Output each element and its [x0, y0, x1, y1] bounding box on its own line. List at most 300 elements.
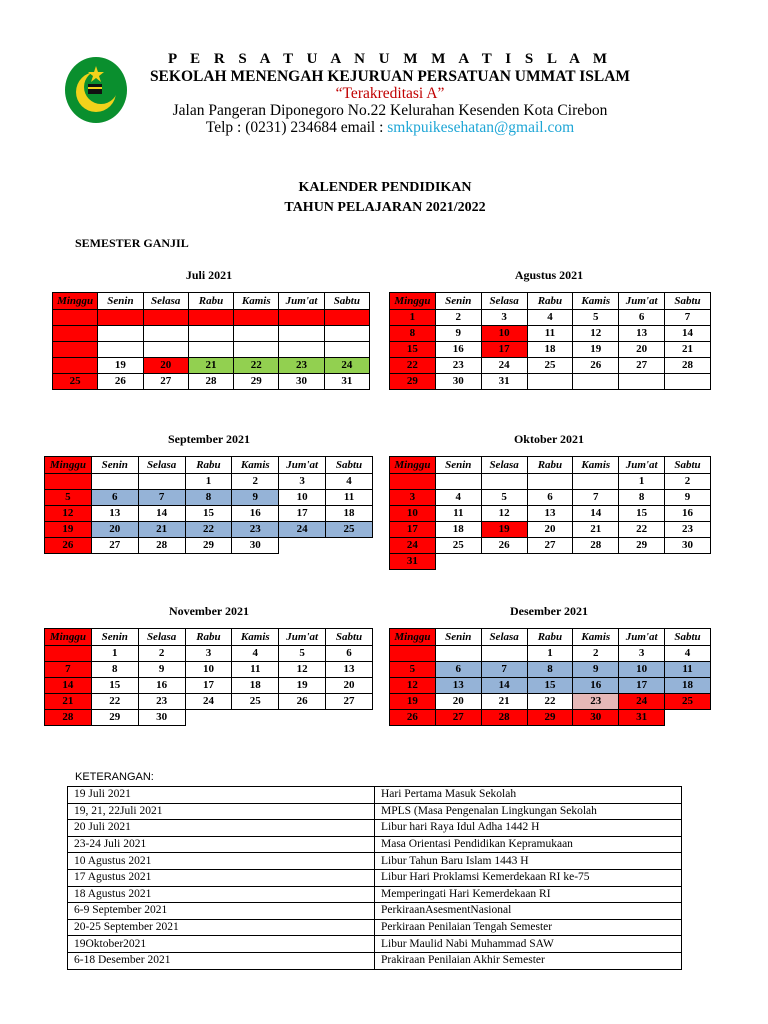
legend-date: 19Oktober2021	[68, 936, 375, 953]
legend-date: 19, 21, 22Juli 2021	[68, 803, 375, 820]
week-row	[45, 662, 373, 678]
day-cell	[435, 474, 481, 490]
day-cell: 24	[324, 358, 369, 374]
day-cell: 27	[91, 538, 138, 554]
weekday-header: Sabtu	[665, 293, 711, 310]
weekday-header-row	[53, 293, 370, 310]
day-cell: 6	[527, 490, 573, 506]
day-cell: 13	[91, 506, 138, 522]
day-cell: 21	[665, 342, 711, 358]
week-row	[390, 506, 711, 522]
week-row	[390, 310, 711, 326]
day-cell: 21	[45, 694, 92, 710]
legend-description: Libur Hari Proklamsi Kemerdekaan RI ke-75	[375, 869, 682, 886]
weekday-header: Minggu	[390, 629, 436, 646]
day-cell	[98, 310, 143, 326]
day-cell: 20	[326, 678, 373, 694]
day-cell: 5	[481, 490, 527, 506]
day-cell	[91, 474, 138, 490]
week-row	[45, 646, 373, 662]
weekday-header: Rabu	[185, 629, 232, 646]
day-cell: 29	[619, 538, 665, 554]
day-cell	[435, 554, 481, 570]
day-cell: 21	[188, 358, 233, 374]
day-cell: 24	[390, 538, 436, 554]
day-cell: 9	[232, 490, 279, 506]
legend-row	[68, 886, 682, 903]
week-row	[390, 374, 711, 390]
day-cell: 19	[573, 342, 619, 358]
day-cell: 29	[390, 374, 436, 390]
week-row	[390, 342, 711, 358]
day-cell: 26	[279, 694, 326, 710]
day-cell: 23	[573, 694, 619, 710]
day-cell: 30	[573, 710, 619, 726]
day-cell	[573, 374, 619, 390]
day-cell: 11	[326, 490, 373, 506]
day-cell: 9	[665, 490, 711, 506]
day-cell	[326, 710, 373, 726]
day-cell: 9	[435, 326, 481, 342]
day-cell: 20	[91, 522, 138, 538]
legend-date: 20 Juli 2021	[68, 820, 375, 837]
weekday-header: Selasa	[138, 457, 185, 474]
weekday-header: Kamis	[234, 293, 279, 310]
day-cell: 10	[390, 506, 436, 522]
legend-date: 17 Agustus 2021	[68, 869, 375, 886]
day-cell: 30	[138, 710, 185, 726]
weekday-header: Senin	[91, 457, 138, 474]
legend-date: 18 Agustus 2021	[68, 886, 375, 903]
day-cell: 10	[619, 662, 665, 678]
day-cell	[665, 710, 711, 726]
day-cell: 23	[138, 694, 185, 710]
legend-row	[68, 869, 682, 886]
day-cell: 4	[232, 646, 279, 662]
day-cell: 16	[435, 342, 481, 358]
day-cell: 2	[665, 474, 711, 490]
day-cell: 5	[279, 646, 326, 662]
day-cell	[279, 342, 324, 358]
legend-row	[68, 919, 682, 936]
day-cell: 19	[45, 522, 92, 538]
week-row	[390, 554, 711, 570]
legend-description: Libur hari Raya Idul Adha 1442 H	[375, 820, 682, 837]
day-cell: 14	[573, 506, 619, 522]
day-cell: 18	[527, 342, 573, 358]
day-cell	[138, 474, 185, 490]
weekday-header: Minggu	[45, 629, 92, 646]
week-row	[390, 538, 711, 554]
week-row	[53, 358, 370, 374]
day-cell: 18	[435, 522, 481, 538]
day-cell: 13	[435, 678, 481, 694]
day-cell	[390, 646, 436, 662]
day-cell: 31	[390, 554, 436, 570]
day-cell: 7	[665, 310, 711, 326]
day-cell	[324, 342, 369, 358]
legend-table	[67, 786, 682, 970]
day-cell: 7	[573, 490, 619, 506]
week-row	[45, 678, 373, 694]
weekday-header: Minggu	[53, 293, 98, 310]
day-cell	[188, 310, 233, 326]
academic-year: TAHUN PELAJARAN 2021/2022	[284, 200, 486, 215]
day-cell: 10	[185, 662, 232, 678]
month-title: November 2021	[168, 604, 250, 618]
legend-row	[68, 952, 682, 969]
day-cell: 22	[527, 694, 573, 710]
day-cell	[53, 326, 98, 342]
month-title: Desember 2021	[509, 604, 589, 618]
email-link[interactable]: smkpuikesehatan@gmail.com	[387, 119, 575, 136]
day-cell: 31	[324, 374, 369, 390]
day-cell: 6	[326, 646, 373, 662]
legend-date: 6-9 September 2021	[68, 903, 375, 920]
day-cell: 16	[138, 678, 185, 694]
day-cell: 8	[91, 662, 138, 678]
day-cell: 14	[45, 678, 92, 694]
day-cell: 20	[143, 358, 188, 374]
day-cell: 25	[232, 694, 279, 710]
day-cell	[324, 310, 369, 326]
day-cell: 5	[45, 490, 92, 506]
day-cell: 2	[232, 474, 279, 490]
day-cell: 1	[527, 646, 573, 662]
day-cell	[573, 474, 619, 490]
week-row	[45, 506, 373, 522]
day-cell	[390, 474, 436, 490]
legend-description: Libur Maulid Nabi Muhammad SAW	[375, 936, 682, 953]
day-cell: 15	[390, 342, 436, 358]
day-cell: 5	[390, 662, 436, 678]
legend-description: Prakiraan Penilaian Akhir Semester	[375, 952, 682, 969]
day-cell: 25	[53, 374, 98, 390]
day-cell: 2	[138, 646, 185, 662]
month-calendar	[389, 628, 711, 726]
day-cell	[279, 538, 326, 554]
legend-date: 23-24 Juli 2021	[68, 836, 375, 853]
day-cell	[232, 710, 279, 726]
day-cell	[481, 646, 527, 662]
day-cell: 28	[481, 710, 527, 726]
weekday-header: Sabtu	[326, 629, 373, 646]
legend-date: 10 Agustus 2021	[68, 853, 375, 870]
month-title: Oktober 2021	[513, 432, 585, 446]
school-contact	[110, 119, 670, 137]
day-cell: 11	[527, 326, 573, 342]
day-cell: 26	[45, 538, 92, 554]
day-cell: 20	[435, 694, 481, 710]
week-row	[45, 694, 373, 710]
day-cell	[98, 342, 143, 358]
week-row	[53, 374, 370, 390]
day-cell: 25	[435, 538, 481, 554]
day-cell: 1	[619, 474, 665, 490]
semester-label: SEMESTER GANJIL	[75, 236, 189, 250]
day-cell: 29	[91, 710, 138, 726]
weekday-header: Jum'at	[279, 293, 324, 310]
day-cell: 13	[527, 506, 573, 522]
day-cell: 28	[45, 710, 92, 726]
day-cell: 24	[185, 694, 232, 710]
day-cell: 25	[326, 522, 373, 538]
day-cell	[279, 710, 326, 726]
day-cell	[185, 710, 232, 726]
day-cell: 23	[279, 358, 324, 374]
day-cell	[188, 342, 233, 358]
weekday-header: Kamis	[232, 457, 279, 474]
month-title: September 2021	[167, 432, 251, 446]
day-cell: 12	[481, 506, 527, 522]
month-calendar	[44, 456, 373, 554]
day-cell: 13	[619, 326, 665, 342]
month-calendar	[44, 628, 373, 726]
legend-row	[68, 903, 682, 920]
day-cell: 16	[232, 506, 279, 522]
legend-date: 20-25 September 2021	[68, 919, 375, 936]
day-cell: 4	[435, 490, 481, 506]
day-cell	[234, 310, 279, 326]
week-row	[390, 710, 711, 726]
day-cell: 6	[435, 662, 481, 678]
legend-row	[68, 820, 682, 837]
day-cell: 9	[573, 662, 619, 678]
day-cell: 11	[435, 506, 481, 522]
weekday-header-row	[45, 457, 373, 474]
day-cell: 21	[138, 522, 185, 538]
day-cell: 27	[527, 538, 573, 554]
legend-row	[68, 853, 682, 870]
day-cell	[143, 342, 188, 358]
day-cell: 14	[138, 506, 185, 522]
week-row	[53, 310, 370, 326]
day-cell: 15	[185, 506, 232, 522]
day-cell: 23	[665, 522, 711, 538]
day-cell: 1	[91, 646, 138, 662]
day-cell: 19	[390, 694, 436, 710]
weekday-header: Selasa	[143, 293, 188, 310]
legend-row	[68, 936, 682, 953]
day-cell	[143, 326, 188, 342]
day-cell	[573, 554, 619, 570]
weekday-header-row	[45, 629, 373, 646]
day-cell: 28	[188, 374, 233, 390]
day-cell: 14	[481, 678, 527, 694]
day-cell: 11	[665, 662, 711, 678]
day-cell	[45, 646, 92, 662]
day-cell: 22	[91, 694, 138, 710]
phone-text: Telp : (0231) 234684 email :	[205, 119, 388, 136]
week-row	[390, 474, 711, 490]
month-calendar	[52, 292, 370, 390]
weekday-header: Selasa	[138, 629, 185, 646]
day-cell: 22	[234, 358, 279, 374]
legend-description: Memperingati Hari Kemerdekaan RI	[375, 886, 682, 903]
day-cell: 7	[481, 662, 527, 678]
day-cell: 28	[665, 358, 711, 374]
day-cell	[527, 554, 573, 570]
week-row	[45, 538, 373, 554]
weekday-header: Kamis	[573, 457, 619, 474]
day-cell: 31	[481, 374, 527, 390]
day-cell: 22	[185, 522, 232, 538]
weekday-header: Kamis	[573, 629, 619, 646]
weekday-header: Jum'at	[619, 457, 665, 474]
day-cell: 8	[390, 326, 436, 342]
legend-description: Libur Tahun Baru Islam 1443 H	[375, 853, 682, 870]
weekday-header: Rabu	[185, 457, 232, 474]
day-cell: 25	[527, 358, 573, 374]
day-cell: 3	[279, 474, 326, 490]
week-row	[45, 490, 373, 506]
weekday-header: Rabu	[188, 293, 233, 310]
day-cell	[234, 326, 279, 342]
legend-description: Hari Pertama Masuk Sekolah	[375, 787, 682, 804]
day-cell	[53, 342, 98, 358]
day-cell: 19	[279, 678, 326, 694]
day-cell	[435, 646, 481, 662]
day-cell: 20	[619, 342, 665, 358]
legend-description: Masa Orientasi Pendidikan Kepramukaan	[375, 836, 682, 853]
day-cell: 3	[185, 646, 232, 662]
day-cell: 17	[481, 342, 527, 358]
day-cell: 16	[573, 678, 619, 694]
day-cell: 27	[326, 694, 373, 710]
day-cell	[53, 310, 98, 326]
legend-label: KETERANGAN:	[75, 771, 154, 783]
day-cell: 5	[573, 310, 619, 326]
day-cell: 17	[185, 678, 232, 694]
day-cell: 28	[573, 538, 619, 554]
weekday-header: Sabtu	[324, 293, 369, 310]
week-row	[390, 490, 711, 506]
day-cell: 20	[527, 522, 573, 538]
week-row	[390, 662, 711, 678]
day-cell: 4	[326, 474, 373, 490]
day-cell: 14	[665, 326, 711, 342]
legend-date: 19 Juli 2021	[68, 787, 375, 804]
day-cell: 8	[527, 662, 573, 678]
school-address: Jalan Pangeran Diponegoro No.22 Kelurahan Kesenden Kota Cirebon	[172, 102, 608, 119]
day-cell: 4	[665, 646, 711, 662]
week-row	[45, 522, 373, 538]
day-cell: 6	[619, 310, 665, 326]
day-cell: 29	[234, 374, 279, 390]
day-cell: 7	[45, 662, 92, 678]
weekday-header: Rabu	[527, 457, 573, 474]
day-cell: 2	[435, 310, 481, 326]
weekday-header: Minggu	[45, 457, 92, 474]
week-row	[53, 326, 370, 342]
day-cell: 24	[619, 694, 665, 710]
weekday-header: Selasa	[481, 293, 527, 310]
day-cell: 25	[665, 694, 711, 710]
weekday-header: Senin	[435, 629, 481, 646]
weekday-header: Jum'at	[619, 293, 665, 310]
weekday-header: Senin	[98, 293, 143, 310]
week-row	[45, 474, 373, 490]
day-cell: 26	[481, 538, 527, 554]
weekday-header: Senin	[435, 457, 481, 474]
legend-date: 6-18 Desember 2021	[68, 952, 375, 969]
day-cell: 26	[98, 374, 143, 390]
week-row	[390, 694, 711, 710]
day-cell: 19	[481, 522, 527, 538]
weekday-header: Senin	[91, 629, 138, 646]
legend-description: MPLS (Masa Pengenalan Lingkungan Sekolah	[375, 803, 682, 820]
day-cell	[619, 554, 665, 570]
day-cell: 6	[91, 490, 138, 506]
week-row	[45, 710, 373, 726]
day-cell	[527, 474, 573, 490]
day-cell: 12	[45, 506, 92, 522]
day-cell: 26	[390, 710, 436, 726]
day-cell: 16	[665, 506, 711, 522]
day-cell	[481, 554, 527, 570]
day-cell: 12	[279, 662, 326, 678]
day-cell: 26	[573, 358, 619, 374]
legend-description: Perkiraan Penilaian Tengah Semester	[375, 919, 682, 936]
day-cell	[527, 374, 573, 390]
day-cell: 31	[619, 710, 665, 726]
weekday-header: Sabtu	[665, 457, 711, 474]
accreditation: “Terakreditasi A”	[335, 85, 445, 102]
day-cell: 24	[279, 522, 326, 538]
week-row	[390, 326, 711, 342]
weekday-header: Minggu	[390, 457, 436, 474]
month-calendar	[389, 292, 711, 390]
weekday-header-row	[390, 457, 711, 474]
day-cell: 10	[279, 490, 326, 506]
week-row	[390, 678, 711, 694]
day-cell: 7	[138, 490, 185, 506]
day-cell: 18	[665, 678, 711, 694]
day-cell	[53, 358, 98, 374]
week-row	[390, 522, 711, 538]
day-cell: 28	[138, 538, 185, 554]
day-cell: 30	[435, 374, 481, 390]
day-cell: 23	[435, 358, 481, 374]
day-cell: 30	[665, 538, 711, 554]
day-cell: 29	[527, 710, 573, 726]
day-cell: 10	[481, 326, 527, 342]
legend-row	[68, 836, 682, 853]
week-row	[53, 342, 370, 358]
day-cell: 15	[619, 506, 665, 522]
day-cell: 17	[279, 506, 326, 522]
weekday-header: Selasa	[481, 457, 527, 474]
day-cell	[188, 326, 233, 342]
weekday-header: Kamis	[232, 629, 279, 646]
weekday-header: Minggu	[390, 293, 436, 310]
day-cell: 12	[390, 678, 436, 694]
weekday-header: Sabtu	[326, 457, 373, 474]
day-cell: 24	[481, 358, 527, 374]
day-cell: 29	[185, 538, 232, 554]
day-cell: 21	[573, 522, 619, 538]
day-cell	[279, 326, 324, 342]
day-cell	[665, 374, 711, 390]
day-cell: 30	[279, 374, 324, 390]
weekday-header: Kamis	[573, 293, 619, 310]
day-cell: 15	[91, 678, 138, 694]
month-title: Agustus 2021	[514, 268, 584, 282]
week-row	[390, 646, 711, 662]
day-cell: 23	[232, 522, 279, 538]
weekday-header: Jum'at	[279, 457, 326, 474]
day-cell: 8	[185, 490, 232, 506]
